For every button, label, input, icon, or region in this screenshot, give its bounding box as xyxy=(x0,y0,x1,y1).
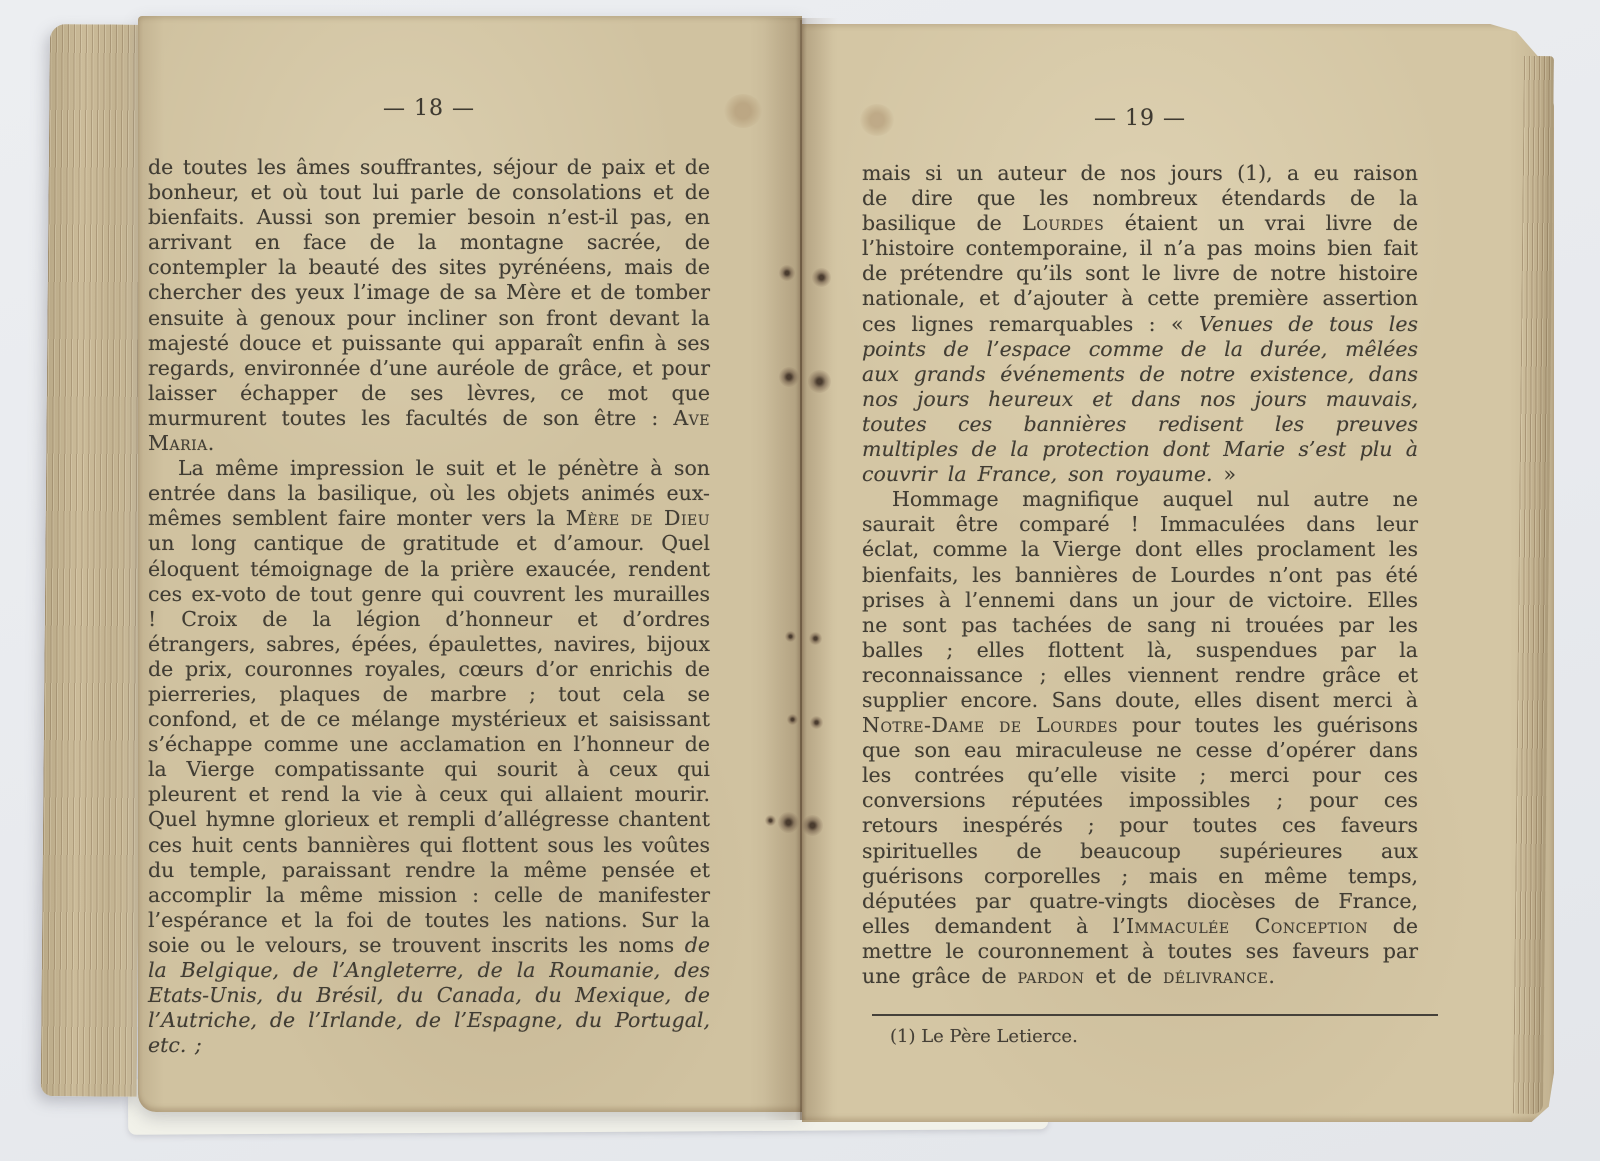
page-19-text-column xyxy=(862,106,1418,989)
small-caps-run: Immaculée Conception xyxy=(1125,913,1369,938)
page-18-number: — 18 — xyxy=(383,96,475,121)
paragraph xyxy=(148,155,710,456)
italic-run: de la Belgique, de l’Angleterre, de la Roumanie, des Etats-Unis, du Brésil, du Canada, du Mexique, de l’Autriche, de l’Irlande, de l’Espagne, du Portugal, etc. ; xyxy=(148,932,710,1058)
text-run: étaient un vrai livre de l’histoire contemporaine, il n’a pas moins bien fait de prétendre qu’ils sont le livre de notre histoire nationale, et d’ajouter à cette première assertion ces lignes remarquables : « xyxy=(862,211,1418,336)
ink-stain xyxy=(765,815,776,826)
ink-stain xyxy=(778,812,799,833)
text-run: Hommage magnifique auquel nul autre ne saurait être comparé ! Immaculées dans leur éclat, comme la Vierge dont elles proclament les bienfaits, les bannières de Lourdes n’ont pas été prises à l’ennemi dans un jour de victoire. Elles ne sont pas tachées de sang ni trouées par les balles ; elles flottent là, suspendues par la reconnaissance ; elles viennent rendre grâce et supplier encore. Sans doute, elles disent merci à xyxy=(862,487,1418,712)
paper-blotch xyxy=(724,94,762,128)
page-18-text-column xyxy=(148,96,710,1058)
italic-run: Venues de tous les points de l’espace comme de la durée, mêlées aux grands événements de notre existence, dans nos jours heureux et dans nos jours mauvais, toutes ces bannières redisent les preuves multiples de la protection dont Marie s’est plu à couvrir la France, son royaume. xyxy=(862,311,1418,487)
text-run: de mettre le couronnement à toutes ses faveurs par une grâce de xyxy=(862,913,1418,988)
text-run: pour toutes les guérisons que son eau miraculeuse ne cesse d’opérer dans les contrées qu’elle visite ; merci pour ces conversions réputées impossibles ; pour ces retours inespérés ; pour toutes ces faveurs spirituelles de beaucoup supérieures aux guérisons corporelles ; mais en même temps, députées par quatre-vingts diocèses de France, elles demandent à l’ xyxy=(862,713,1418,938)
paragraph xyxy=(862,161,1418,487)
gutter-fold-line xyxy=(800,20,802,1120)
ink-stain xyxy=(809,632,822,645)
small-caps-run: délivrance xyxy=(1163,964,1269,988)
text-run: . xyxy=(1268,964,1275,988)
text-run: et de xyxy=(1084,964,1164,988)
text-run: un long cantique de gratitude et d’amour. Quel éloquent témoignage de la prière exaucée, rendent ces ex-voto de tout genre qui couvrent les murailles ! Croix de la légion d’honneur et d’ordres étrangers, sabres, épées, épaulettes, navires, bijoux de prix, couronnes royales, cœurs d’or enrichis de pierreries, plaques de marbre ; tout cela se confond, et de ce mélange mystérieux et saisissant s’échappe comme une acclamation en l’honneur de la Vierge compatissante qui sourit à ceux qui pleurent et rend la vie à ceux qui allaient mourir. Quel hymne glorieux et rempli d’allégresse chantent ces huit cents bannières qui flottent sous les voûtes du temple, paraissant rendre la même pensée et accomplir la même mission : celle de manifester l’espérance et la foi de toutes les nations. Sur la soie ou le velours, se trouvent inscrits les noms xyxy=(148,531,710,957)
text-run: » xyxy=(1212,462,1237,487)
paragraph xyxy=(862,487,1418,989)
ink-stain xyxy=(812,268,831,287)
ink-stain xyxy=(810,716,823,729)
ink-stain xyxy=(779,265,795,281)
ink-stain xyxy=(808,370,831,393)
small-caps-run: Notre-Dame de Lourdes xyxy=(862,713,1119,738)
page-19-number: — 19 — xyxy=(1094,106,1186,131)
text-run: mais si un auteur de nos jours (1), a eu raison de dire que les nombreux étendards de la basilique de xyxy=(862,161,1418,236)
footnote-separator-rule xyxy=(872,1014,1438,1016)
ink-stain xyxy=(779,367,799,387)
left-page-edge-stack xyxy=(41,24,146,1097)
small-caps-run: pardon xyxy=(1017,964,1085,988)
ink-stain xyxy=(787,714,798,725)
text-run: de toutes les âmes souffrantes, séjour de paix et de bonheur, et où tout lui parle de consolations et de bienfaits. Aussi son premier besoin n’est-il pas, en arrivant en face de la montagne sacrée, de contempler la beauté des sites pyrénéens, mais de chercher des yeux l’image de sa Mère et de tomber ensuite à genoux pour incliner son front devant la majesté douce et puissante qui apparaît enfin à ses regards, environnée d’une auréole de grâce, et pour laisser échapper de ses lèvres, ce mot que murmurent toutes les facultés de son être : xyxy=(148,155,710,430)
small-caps-run: Mère de Dieu xyxy=(565,506,710,531)
ink-stain xyxy=(802,815,823,836)
text-run: . xyxy=(207,431,215,456)
ink-stain xyxy=(785,631,796,642)
paragraph xyxy=(148,456,710,1058)
small-caps-run: Ave Maria xyxy=(148,405,710,456)
text-run: La même impression le suit et le pénètre à son entrée dans la basilique, où les objets animés eux-mêmes semblent faire monter vers la xyxy=(148,456,710,531)
small-caps-run: Lourdes xyxy=(1022,211,1105,236)
footnote: (1) Le Père Letierce. xyxy=(890,1026,1078,1047)
